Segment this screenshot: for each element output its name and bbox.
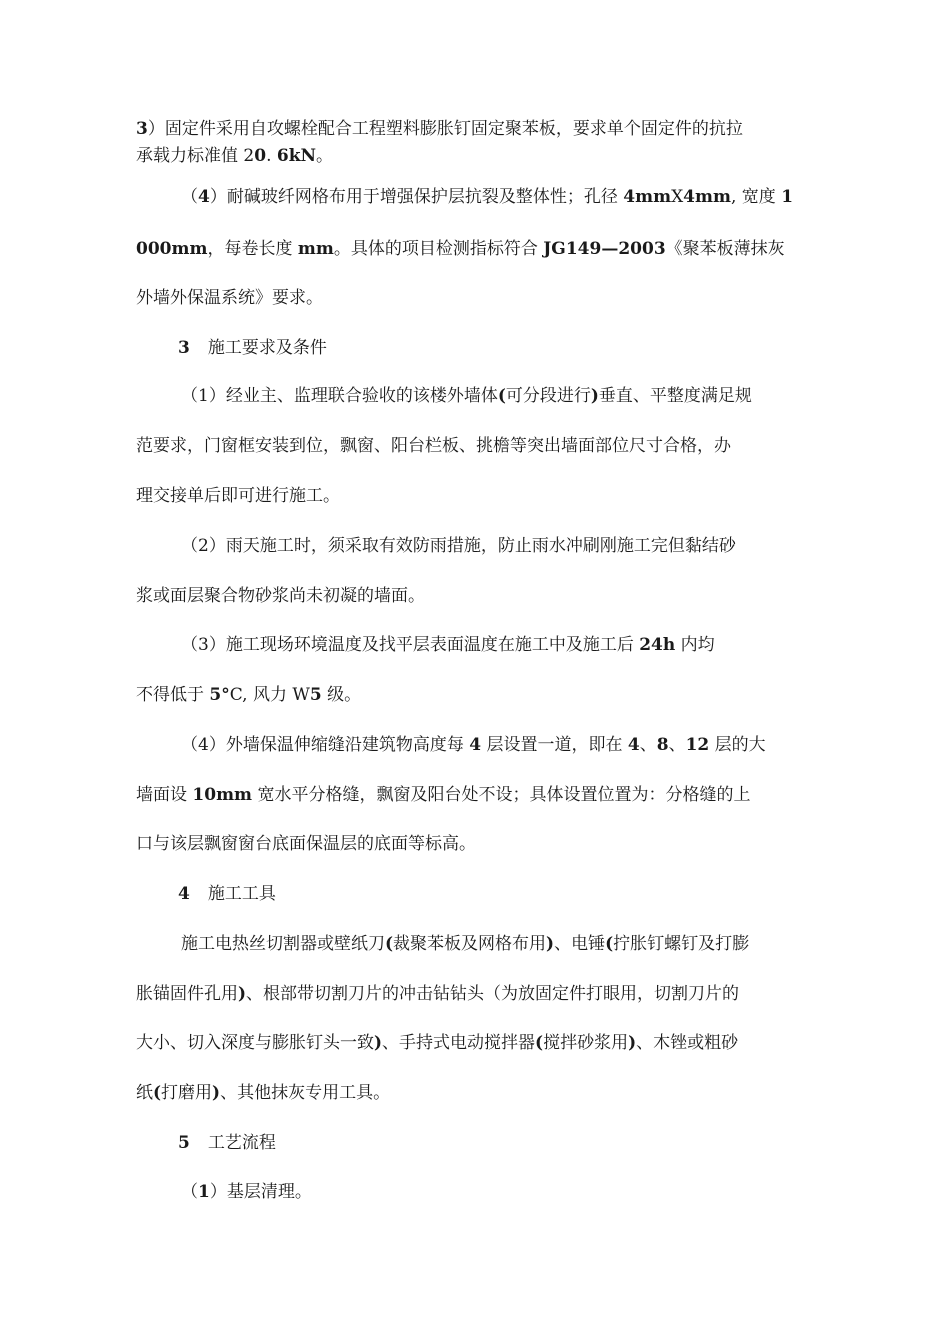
text-run: 24h — [639, 635, 676, 655]
text-run: ) — [374, 1033, 383, 1053]
text-run: 可分段进行 — [505, 386, 591, 406]
text-run: JG149 — [543, 239, 602, 259]
text-line: 外墙外保温系统》要求。 — [136, 288, 323, 308]
heading-title: 工艺流程 — [207, 1133, 276, 1153]
text-run: ）耐碱玻纤网格布用于增强保护层抗裂及整体性；孔径 — [209, 187, 624, 207]
text-run: 、木锉或粗砂 — [636, 1033, 739, 1053]
text-run: 4 — [469, 735, 482, 755]
text-line — [136, 684, 361, 706]
text-line: 口与该层飘窗窗台底面保温层的底面等标高。 — [136, 834, 476, 854]
text-run: 、根部带切割刀片的冲击钻钻头（为放固定件打眼用，切割刀片的 — [246, 984, 740, 1004]
text-run: 1 — [781, 187, 794, 207]
text-run: 、手持式电动搅拌器 — [382, 1033, 536, 1053]
text-run: 层的大 — [709, 735, 766, 755]
text-run: 施工电热丝切割器或壁纸刀 — [181, 934, 385, 954]
text-run: 6kN — [276, 146, 317, 166]
text-run: ( — [497, 386, 506, 406]
text-run: ) — [590, 386, 599, 406]
text-run: （ — [181, 187, 198, 207]
text-line — [181, 933, 749, 955]
text-run: （3）施工现场环境温度及找平层表面温度在施工中及施工后 — [181, 635, 640, 655]
text-run: 。 — [316, 146, 334, 166]
text-run: ( — [385, 934, 394, 954]
text-run: X — [671, 187, 684, 207]
text-run: ) — [546, 934, 555, 954]
text-run: — — [601, 239, 619, 259]
heading-number: 3 — [178, 338, 190, 358]
text-run: 4 — [198, 187, 210, 207]
text-run: 承载力标准值 2 — [136, 146, 255, 166]
heading-title: 施工工具 — [207, 884, 276, 904]
heading-number: 4 — [178, 884, 190, 904]
text-line — [136, 983, 739, 1005]
text-run: C, 风力 W — [229, 685, 310, 705]
text-run: 1 — [198, 1182, 210, 1202]
text-run: 墙面设 — [136, 785, 193, 805]
text-run: 纸 — [136, 1083, 153, 1103]
text-run: 000mm — [136, 239, 208, 259]
section-heading — [178, 1132, 276, 1154]
text-line: （2）雨天施工时，须采取有效防雨措施，防止雨水冲刷刚施工完但黏结砂 — [181, 536, 736, 556]
text-run: 大小、切入深度与膨胀钉头一致 — [136, 1033, 374, 1053]
text-run: 5° — [209, 685, 230, 705]
text-run: ( — [153, 1083, 162, 1103]
text-run: 。具体的项目检测指标符合 — [333, 239, 544, 259]
text-run: 4 — [627, 735, 640, 755]
text-run: 5 — [309, 685, 322, 705]
text-line — [136, 145, 333, 167]
section-heading — [178, 337, 327, 359]
text-run: 12 — [685, 735, 710, 755]
text-run: 10mm — [192, 785, 253, 805]
text-run: 《聚苯板薄抹灰 — [665, 239, 785, 259]
text-run: 、电锤 — [554, 934, 606, 954]
text-run: ) — [628, 1033, 637, 1053]
text-run: 宽水平分格缝，飘窗及阳台处不设；具体设置位置为：分格缝的上 — [252, 785, 751, 805]
text-run: , 宽度 — [730, 187, 782, 207]
text-run: 8 — [656, 735, 669, 755]
text-run: 4mm — [683, 187, 731, 207]
text-run: . — [266, 146, 277, 166]
text-line — [136, 784, 750, 806]
heading-title: 施工要求及条件 — [207, 338, 327, 358]
text-line — [136, 1032, 738, 1054]
text-run: （ — [181, 1182, 198, 1202]
text-run: 胀锚固件孔用 — [136, 984, 238, 1004]
text-line: 范要求，门窗框安装到位，飘窗、阳台栏板、挑檐等突出墙面部位尺寸合格，办 — [136, 436, 731, 456]
text-run: 0 — [254, 146, 267, 166]
text-run: 打磨用 — [161, 1083, 213, 1103]
text-line — [181, 634, 715, 656]
text-run: ) — [212, 1083, 221, 1103]
text-run: 4mm — [623, 187, 672, 207]
text-run: 级。 — [321, 685, 362, 705]
text-line — [136, 1082, 390, 1104]
text-run: ，每卷长度 — [207, 239, 298, 259]
text-run: 、 — [639, 735, 657, 755]
text-run: ( — [535, 1033, 544, 1053]
text-run: 垂直、平整度满足规 — [598, 386, 752, 406]
text-run: （4）外墙保温伸缩缝沿建筑物高度每 — [181, 735, 470, 755]
text-line — [136, 238, 785, 260]
text-line: 浆或面层聚合物砂浆尚未初凝的墙面。 — [136, 586, 425, 606]
text-run: 内均 — [675, 635, 715, 655]
text-run: ）基层清理。 — [209, 1182, 312, 1202]
text-run: 3 — [136, 119, 148, 139]
text-run: ）固定件采用自攻螺栓配合工程塑料膨胀钉固定聚苯板，要求单个固定件的抗拉 — [147, 119, 743, 139]
text-line — [136, 118, 743, 140]
text-run: mm — [297, 239, 334, 259]
text-run: 拧胀钉螺钉及打膨 — [613, 934, 750, 954]
text-line: 理交接单后即可进行施工。 — [136, 486, 340, 506]
text-run: ( — [605, 934, 614, 954]
text-run: 、其他抹灰专用工具。 — [220, 1083, 391, 1103]
text-run: 裁聚苯板及网格布用 — [393, 934, 547, 954]
text-run: 搅拌砂浆用 — [543, 1033, 629, 1053]
text-run: ) — [238, 984, 247, 1004]
text-line — [181, 1181, 312, 1203]
section-heading — [178, 883, 276, 905]
text-run: 不得低于 — [136, 685, 210, 705]
text-run: 2003 — [618, 239, 666, 259]
text-line — [181, 385, 752, 407]
text-run: 层设置一道，即在 — [481, 735, 628, 755]
text-line — [181, 734, 766, 756]
text-run: （1）经业主、监理联合验收的该楼外墙体 — [181, 386, 498, 406]
heading-number: 5 — [178, 1133, 190, 1153]
text-line — [181, 186, 793, 208]
text-run: 、 — [668, 735, 686, 755]
